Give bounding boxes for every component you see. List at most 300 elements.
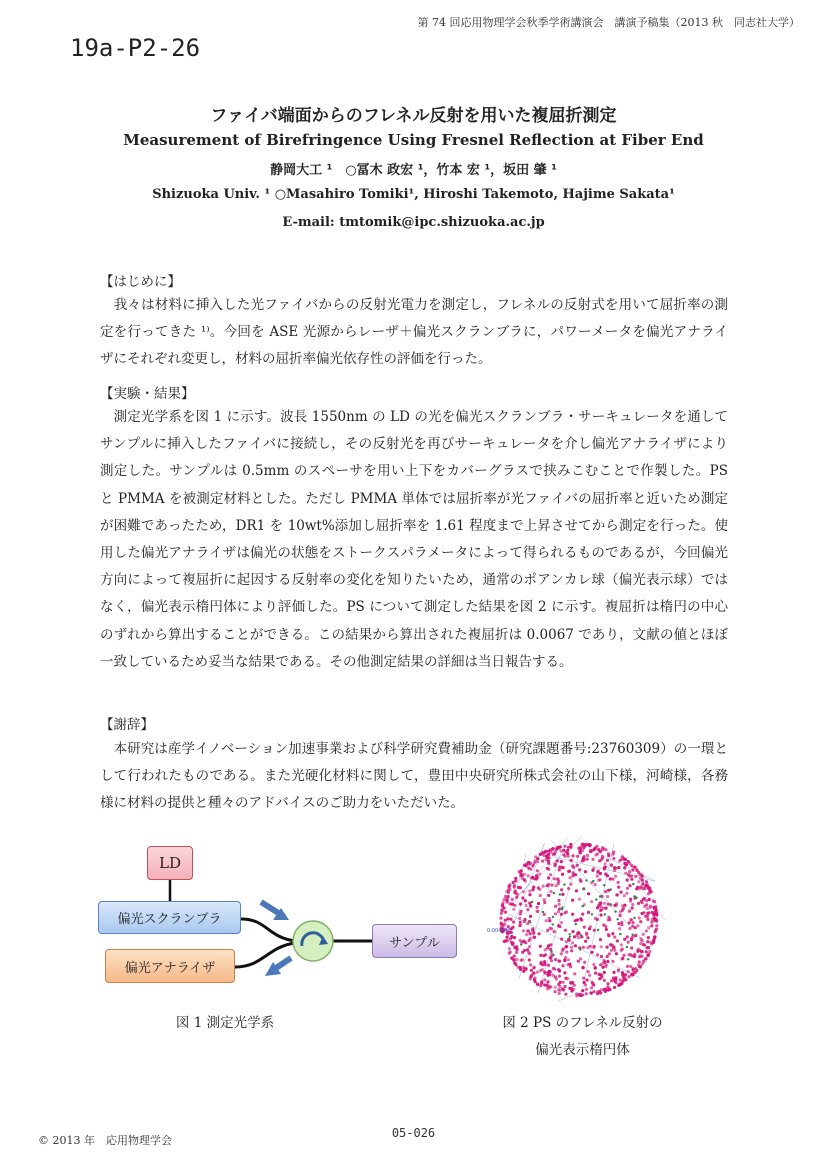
data-point: [544, 948, 547, 951]
data-point: [599, 878, 602, 881]
data-point: [599, 909, 602, 912]
data-point: [600, 913, 603, 916]
data-point: [551, 848, 554, 851]
data-point: [557, 968, 560, 971]
data-point: [627, 975, 630, 978]
data-point: [647, 892, 650, 895]
data-point: [513, 954, 516, 957]
data-point: [611, 878, 614, 881]
data-point: [653, 935, 656, 938]
data-point: [509, 937, 512, 940]
data-point: [623, 938, 626, 941]
data-point: [546, 856, 549, 859]
data-point: [528, 952, 531, 955]
data-point: [628, 927, 631, 930]
title-english: Measurement of Birefringence Using Fresnel Reflection at Fiber End: [123, 131, 704, 149]
data-point: [603, 902, 606, 905]
data-point: [617, 922, 620, 925]
data-point: [508, 902, 511, 905]
data-point-green: [604, 913, 606, 915]
data-point: [553, 967, 556, 970]
data-point: [567, 846, 570, 849]
data-point: [539, 954, 542, 957]
data-point: [536, 869, 539, 872]
data-point: [515, 945, 518, 948]
data-point: [569, 843, 572, 846]
data-point: [545, 884, 548, 887]
data-point: [569, 965, 572, 968]
data-point: [519, 921, 522, 924]
data-point: [642, 960, 645, 963]
data-point: [524, 899, 527, 902]
data-point: [602, 962, 605, 965]
data-point: [558, 846, 561, 849]
data-point: [524, 880, 527, 883]
data-point: [611, 944, 614, 947]
data-point: [548, 917, 551, 920]
data-point: [578, 868, 581, 871]
data-point: [517, 886, 520, 889]
data-point: [642, 898, 645, 901]
data-point: [508, 952, 511, 955]
data-point-green: [632, 883, 634, 885]
data-point: [630, 946, 633, 949]
data-point-green: [559, 893, 561, 895]
data-point: [521, 877, 524, 880]
data-point: [560, 860, 563, 863]
data-point: [639, 885, 642, 888]
data-point: [573, 972, 576, 975]
data-point: [521, 958, 524, 961]
data-point: [506, 898, 509, 901]
data-point: [648, 898, 651, 901]
data-point-green: [635, 897, 637, 899]
data-point: [634, 926, 637, 929]
data-point: [584, 983, 587, 986]
data-point: [641, 882, 644, 885]
data-point: [511, 898, 514, 901]
data-point: [637, 902, 640, 905]
data-point: [573, 935, 576, 938]
data-point: [514, 877, 517, 880]
data-point: [525, 933, 528, 936]
data-point: [513, 958, 516, 961]
data-point-green: [626, 946, 628, 948]
data-point: [615, 952, 618, 955]
data-point: [549, 970, 552, 973]
data-point: [571, 864, 574, 867]
data-point-green: [619, 933, 621, 935]
authors-english: Shizuoka Univ. ¹ ○Masahiro Tomiki¹, Hiroshi Takemoto, Hajime Sakata¹: [152, 187, 675, 202]
data-point: [654, 911, 657, 914]
data-point: [563, 985, 566, 988]
data-point: [619, 914, 622, 917]
data-point: [638, 873, 641, 876]
data-point-green: [552, 954, 554, 956]
data-point: [597, 869, 600, 872]
data-point: [532, 931, 535, 934]
data-point: [582, 977, 585, 980]
data-point: [619, 891, 622, 894]
data-point: [628, 870, 631, 873]
data-point: [647, 926, 650, 929]
data-point: [618, 927, 621, 930]
data-point: [539, 945, 542, 948]
data-point: [566, 977, 569, 980]
data-point: [644, 884, 647, 887]
data-point: [554, 862, 557, 865]
data-point: [617, 866, 620, 869]
data-point: [607, 934, 610, 937]
data-point: [560, 938, 563, 941]
data-point: [634, 934, 637, 937]
data-point: [594, 972, 597, 975]
data-point: [570, 949, 573, 952]
data-point: [543, 913, 546, 916]
data-point-green: [582, 888, 584, 890]
data-point: [546, 980, 549, 983]
data-point: [567, 887, 570, 890]
data-point: [628, 884, 631, 887]
data-point: [539, 894, 542, 897]
data-point: [513, 886, 516, 889]
data-point: [571, 930, 574, 933]
data-point: [646, 907, 649, 910]
data-point: [560, 952, 563, 955]
data-point: [558, 985, 561, 988]
data-point: [613, 869, 616, 872]
experiment-paragraph: 測定光学系を図 1 に示す。波長 1550nm の LD の光を偏光スクランブラ・サーキュレータを通してサンプルに挿入したファイバに接続し，その反射光を再びサーキュレータを介し偏光アナライザにより測定した。サンプルは 0.5mm のスペーサを用い上下をカバーグラスで挟みこむことで作製した。PS と PMMA を被測定材料とした。ただし PMMA 単体では屈折率が光ファイバの屈折率と近いため測定が困難であったため，DR1 を 10wt%添加し屈折率を 1.61 程度まで上昇させてから測定を行った。使用した偏光アナライザは偏光の状態をストークスパラメータによって得られるものであるが，今回偏光方向によって複屈折に起因する反射率の変化を知りたいため，通常のポアンカレ球（偏光表示球）ではなく，偏光表示楕円体により評価した。PS について測定した結果を図 2 に示す。複屈折は楕円の中心のずれから算出することができる。この結果から算出された複屈折は 0.0067 であり，文献の値とほぼ一致しているため妥当な結果である。その他測定結果の詳細は当日報告する。: [100, 409, 728, 670]
data-point: [526, 908, 529, 911]
data-point: [639, 920, 642, 923]
data-point: [599, 901, 602, 904]
data-point: [557, 882, 560, 885]
data-point: [561, 949, 564, 952]
data-point-green: [582, 905, 584, 907]
data-point: [647, 887, 650, 890]
data-point: [603, 866, 606, 869]
data-point: [553, 877, 556, 880]
data-point: [559, 989, 562, 992]
data-point: [530, 969, 533, 972]
data-point: [553, 930, 556, 933]
data-point: [642, 911, 645, 914]
data-point: [576, 918, 579, 921]
data-point: [527, 867, 530, 870]
data-point: [557, 899, 560, 902]
data-point: [585, 992, 588, 995]
data-point: [539, 853, 542, 856]
data-point: [554, 958, 557, 961]
data-point: [528, 945, 531, 948]
data-point: [547, 876, 550, 879]
data-point: [630, 864, 633, 867]
data-point: [627, 941, 630, 944]
data-point: [571, 854, 574, 857]
data-point: [515, 896, 518, 899]
data-point: [575, 889, 578, 892]
presentation-code: 19a-P2-26: [70, 34, 201, 62]
data-point-green: [591, 913, 593, 915]
data-point-green: [603, 884, 605, 886]
data-point: [596, 852, 599, 855]
data-point: [606, 960, 609, 963]
data-point: [613, 949, 616, 952]
data-point: [631, 921, 634, 924]
data-point: [529, 963, 532, 966]
data-point: [563, 971, 566, 974]
data-point: [604, 862, 607, 865]
data-point: [561, 873, 564, 876]
data-point: [505, 890, 508, 893]
data-point: [574, 944, 577, 947]
data-point: [562, 853, 565, 856]
data-point: [594, 967, 597, 970]
data-point: [560, 913, 563, 916]
data-point: [509, 918, 512, 921]
data-point-green: [609, 903, 611, 905]
data-point: [654, 930, 657, 933]
data-point: [617, 886, 620, 889]
data-point: [623, 904, 626, 907]
data-point: [653, 900, 656, 903]
data-point: [613, 986, 616, 989]
data-point: [550, 959, 553, 962]
data-point: [599, 938, 602, 941]
data-point: [528, 958, 531, 961]
data-point: [513, 962, 516, 965]
data-point: [644, 957, 647, 960]
data-point: [578, 898, 581, 901]
data-point: [579, 917, 582, 920]
ld-box: LD: [147, 846, 193, 880]
data-point: [584, 870, 587, 873]
data-point: [519, 902, 522, 905]
data-point: [622, 954, 625, 957]
data-point: [538, 888, 541, 891]
data-point: [536, 910, 539, 913]
data-point: [604, 965, 607, 968]
data-point: [636, 924, 639, 927]
data-point: [504, 911, 507, 914]
data-point: [579, 993, 582, 996]
data-point: [550, 851, 553, 854]
data-point: [596, 953, 599, 956]
data-point: [587, 911, 590, 914]
data-point: [539, 969, 542, 972]
data-point: [516, 958, 519, 961]
data-point: [527, 874, 530, 877]
data-point: [561, 893, 564, 896]
data-point: [612, 971, 615, 974]
data-point: [534, 855, 537, 858]
copyright: © 2013 年 応用物理学会: [38, 1134, 172, 1147]
data-point: [620, 958, 623, 961]
intro-paragraph: 我々は材料に挿入した光ファイバからの反射光電力を測定し，フレネルの反射式を用いて屈折率の測定を行ってきた ¹⁾。今回を ASE 光源からレーザ＋偏光スクランブラに，パワーメータを偏光アナライザにそれぞれ変更し，材料の屈折率偏光依存性の評価を行った。: [100, 297, 728, 368]
data-point: [583, 855, 586, 858]
figure2-caption-line1: 図 2 PS のフレネル反射の: [502, 1015, 663, 1031]
data-point: [603, 971, 606, 974]
data-point: [576, 932, 579, 935]
data-point: [553, 853, 556, 856]
data-point: [546, 867, 549, 870]
data-point: [529, 977, 532, 980]
data-point: [634, 875, 637, 878]
data-point: [524, 904, 527, 907]
data-point: [587, 970, 590, 973]
data-point: [564, 993, 567, 996]
data-point: [647, 936, 650, 939]
data-point: [602, 959, 605, 962]
arrow-to-analyzer-icon: [265, 958, 291, 976]
data-point: [568, 870, 571, 873]
data-point: [646, 940, 649, 943]
data-point: [548, 985, 551, 988]
title-japanese: ファイバ端面からのフレネル反射を用いた複屈折測定: [210, 106, 617, 126]
data-point: [529, 937, 532, 940]
data-point: [603, 979, 606, 982]
data-point-green: [617, 918, 619, 920]
data-point-green: [633, 917, 635, 919]
data-point: [513, 936, 516, 939]
scrambler-fiber: [241, 919, 295, 941]
email: E-mail: tmtomik@ipc.shizuoka.ac.jp: [282, 215, 545, 230]
data-point: [518, 917, 521, 920]
data-point: [562, 988, 565, 991]
data-point-green: [552, 916, 554, 918]
data-point: [558, 907, 561, 910]
data-point: [653, 919, 656, 922]
data-point: [650, 924, 653, 927]
data-point: [604, 990, 607, 993]
data-point: [604, 848, 607, 851]
data-point: [539, 984, 542, 987]
data-point: [571, 899, 574, 902]
data-point: [521, 951, 524, 954]
data-point: [596, 874, 599, 877]
data-point-green: [542, 911, 544, 913]
data-point: [590, 900, 593, 903]
data-point: [535, 874, 538, 877]
data-point: [629, 965, 632, 968]
data-point: [543, 901, 546, 904]
data-point: [610, 979, 613, 982]
data-point: [560, 921, 563, 924]
polarization-scrambler-box: 偏光スクランブラ: [98, 901, 241, 934]
data-point: [519, 966, 522, 969]
figure2-caption-line2: 偏光表示楕円体: [535, 1042, 630, 1058]
data-point: [589, 925, 592, 928]
data-point: [655, 924, 658, 927]
data-point: [556, 859, 559, 862]
data-point: [623, 866, 626, 869]
data-point: [567, 963, 570, 966]
data-point: [638, 960, 641, 963]
data-point: [614, 980, 617, 983]
data-point: [586, 978, 589, 981]
data-point: [512, 881, 515, 884]
data-point: [608, 952, 611, 955]
data-point: [563, 911, 566, 914]
data-point-green: [531, 901, 533, 903]
data-point: [596, 991, 599, 994]
data-point: [645, 880, 648, 883]
data-point: [568, 876, 571, 879]
data-point: [554, 912, 557, 915]
data-point: [604, 890, 607, 893]
data-point: [541, 963, 544, 966]
data-point: [620, 982, 623, 985]
page-number: 05-026: [391, 1126, 436, 1140]
data-point: [591, 858, 594, 861]
data-point: [519, 910, 522, 913]
data-point: [616, 939, 619, 942]
data-point: [600, 974, 603, 977]
data-point-green: [579, 948, 581, 950]
circulator: [293, 921, 333, 961]
data-point: [637, 948, 640, 951]
axis-value-label: 0.004843: [487, 928, 511, 934]
data-point: [571, 913, 574, 916]
data-point: [529, 932, 532, 935]
data-point: [606, 955, 609, 958]
data-point: [566, 849, 569, 852]
data-point: [622, 857, 625, 860]
data-point-green: [569, 933, 571, 935]
data-point: [502, 898, 505, 901]
data-point: [631, 903, 634, 906]
data-point: [637, 880, 640, 883]
data-point: [538, 873, 541, 876]
data-point: [506, 917, 509, 920]
data-point: [630, 878, 633, 881]
data-point: [613, 936, 616, 939]
data-point: [503, 923, 506, 926]
data-point: [528, 893, 531, 896]
data-point: [527, 861, 530, 864]
data-point: [646, 915, 649, 918]
data-point: [536, 983, 539, 986]
data-point: [581, 913, 584, 916]
data-point: [549, 890, 552, 893]
data-point: [564, 956, 567, 959]
acknowledgement-paragraph: 本研究は産学イノベーション加速事業および科学研究費補助金（研究課題番号:23760309）の一環として行われたものである。また光硬化材料に関して，豊田中央研究所株式会社の山下様，河崎様，各務様に材料の提供と種々のアドバイスのご助力をいただいた。: [100, 741, 728, 812]
data-point-green: [569, 936, 571, 938]
data-point: [537, 902, 540, 905]
data-point: [628, 921, 631, 924]
data-point: [551, 884, 554, 887]
data-point: [600, 988, 603, 991]
data-point: [535, 877, 538, 880]
data-point: [614, 976, 617, 979]
data-point: [632, 969, 635, 972]
data-point: [549, 943, 552, 946]
data-point: [645, 929, 648, 932]
data-point: [558, 903, 561, 906]
data-point: [528, 890, 531, 893]
data-point: [610, 863, 613, 866]
data-point: [570, 987, 573, 990]
data-point-green: [529, 921, 531, 923]
data-point: [583, 859, 586, 862]
data-point: [590, 980, 593, 983]
data-point: [504, 895, 507, 898]
data-point: [561, 866, 564, 869]
data-point: [558, 960, 561, 963]
data-point: [652, 941, 655, 944]
figure-optical-setup: [95, 840, 475, 995]
data-point: [588, 974, 591, 977]
